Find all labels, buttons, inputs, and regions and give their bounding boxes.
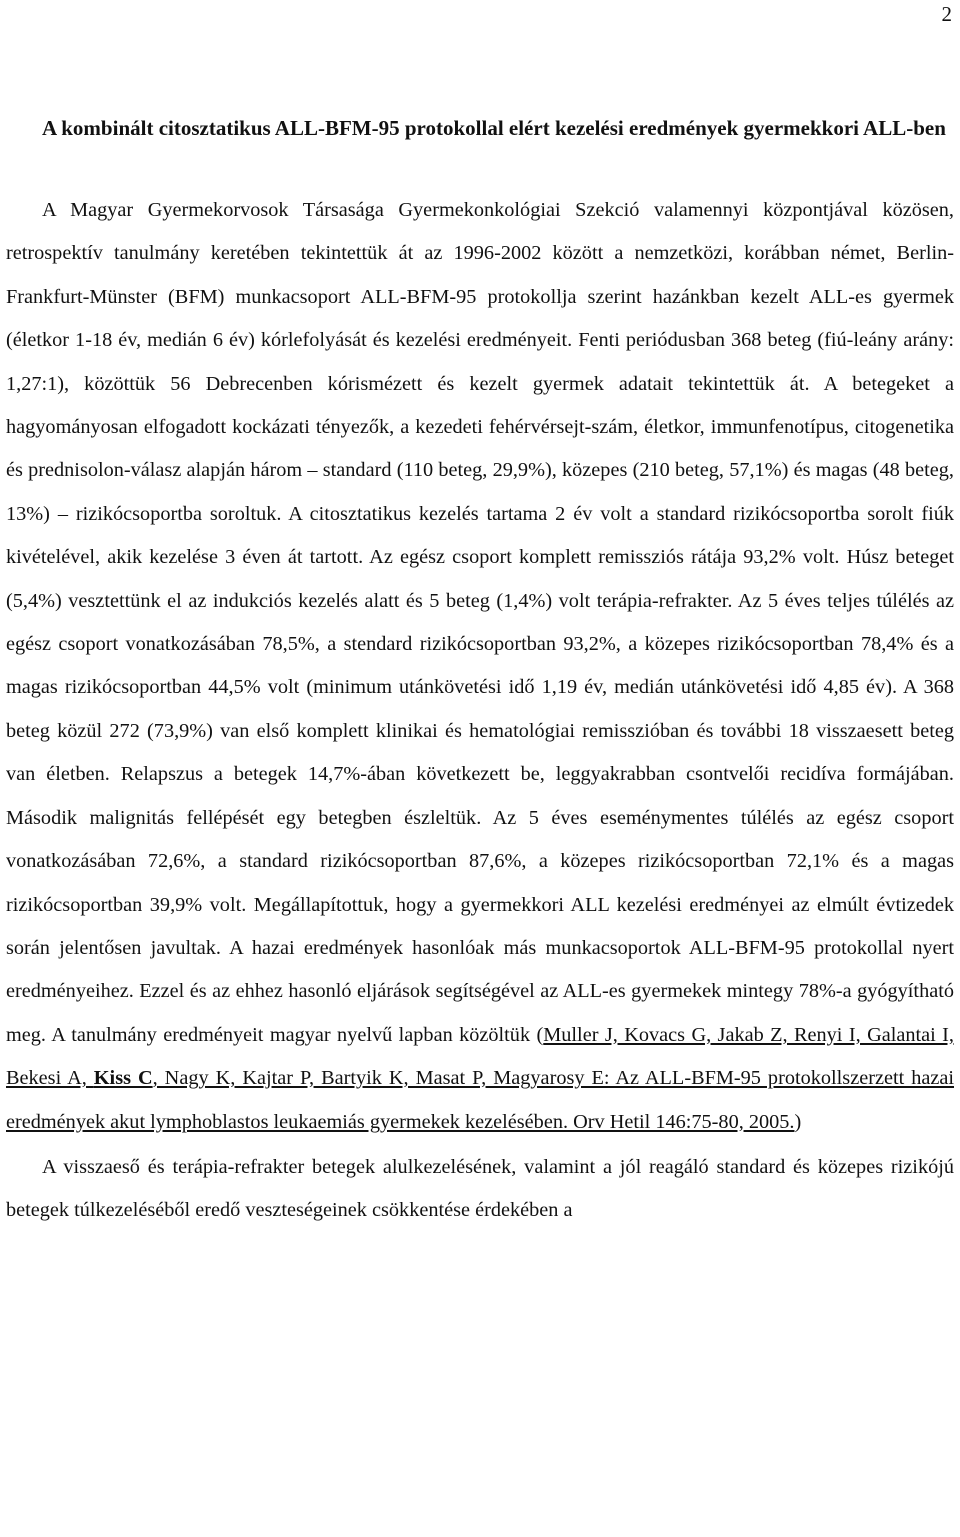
document-title: A kombinált citosztatikus ALL-BFM-95 protokollal elért kezelési eredmények gyermekkori ALL-ben (42, 116, 946, 140)
paragraph-summary-text: A Magyar Gyermekorvosok Társasága Gyermekonkológiai Szekció valamennyi központjával közösen, retrospektív tanulmány keretében tekintettük át az 1996-2002 között a nemzetközi, korábban német, Berlin-Frankfurt-Münster (BFM) munkacsoport ALL-BFM-95 protokollja szerint hazánkban kezelt ALL-es gyermek (életkor 1-18 év, medián 6 év) kórlefolyását és kezelési eredményeit. Fenti periódusban 368 beteg (fiú-leány arány: 1,27:1), közöttük 56 Debrecenben kórismézett és kezelt gyermek adatait tekintettük át. A betegeket a hagyományosan elfogadott kockázati tényezők, a kezedeti fehérvérsejt-szám, életkor, immunfenotípus, citogenetika és prednisolon-válasz alapján három – standard (110 beteg, 29,9%), közepes (210 beteg, 57,1%) és magas (48 beteg, 13%) – rizikócsoportba soroltuk. A citosztatikus kezelés tartama 2 év volt a standard rizikócsoportba sorolt fiúk kivételével, akik kezelése 3 éven át tartott. Az egész csoport komplett remissziós rátája 93,2% volt. Húsz beteget (5,4%) vesztettünk el az indukciós kezelés alatt és 5 beteg (1,4%) volt terápia-refrakter. Az 5 éves teljes túlélés az egész csoport vonatkozásában 78,5%, a stendard rizikócsoportban 93,2%, a közepes rizikócsoportban 78,4% és a magas rizikócsoportban 44,5% volt (minimum utánkövetési idő 1,19 év, medián utánkövetési idő 4,85 év). A 368 beteg közül 272 (73,9%) van első komplett klinikai és hematológiai remisszióban és további 18 visszaesett beteg van életben. Relapszus a betegek 14,7%-ában következett be, leggyakrabban csontvelői recidíva formájában. Második malignitás fellépését egy betegben észleltük. Az 5 éves eseménymentes túlélés az egész csoport vonatkozásában 72,6%, a standard rizikócsoportban 87,6%, a közepes rizikócsoportban 72,1% és a magas rizikócsoportban 39,9% volt. Megállapítottuk, hogy a gyermekkori ALL kezelési eredményei az elmúlt évtizedek során jelentősen javultak. A hazai eredmények hasonlóak más munkacsoportok ALL-BFM-95 protokollal nyert eredményeihez. Ezzel és az ehhez hasonló eljárások segítségével az ALL-es gyermekek mintegy 78%-a gyógyítható meg. A tanulmány eredményeit magyar nyelvű lapban közöltük ( (6, 199, 954, 1046)
paragraph-summary (6, 189, 954, 1144)
page-number: 2 (941, 2, 952, 26)
citation-rest: , Nagy K, Kajtar P, Bartyik K, Masat P, Magyarosy E: Az ALL-BFM-95 protokollszerzett hazai eredmények akut lymphoblastos leukaemiás gyermekek kezelésében. Orv Hetil 146:75-80, 2005. (6, 1067, 954, 1133)
citation-highlighted-author: Kiss C (93, 1067, 153, 1090)
document-body (6, 107, 954, 1233)
citation-authors-start: Muller J, Kovacs G, Jakab Z, Renyi I, Galantai I, Bekesi A, (6, 1023, 954, 1090)
paragraph-summary-end: ) (794, 1110, 802, 1133)
paragraph-continuation: A visszaeső és terápia-refrakter betegek alulkezelésének, valamint a jól reagáló standard és közepes rizikójú betegek túlkezeléséből eredő veszteségeinek csökkentése érdekében a (6, 1155, 954, 1222)
